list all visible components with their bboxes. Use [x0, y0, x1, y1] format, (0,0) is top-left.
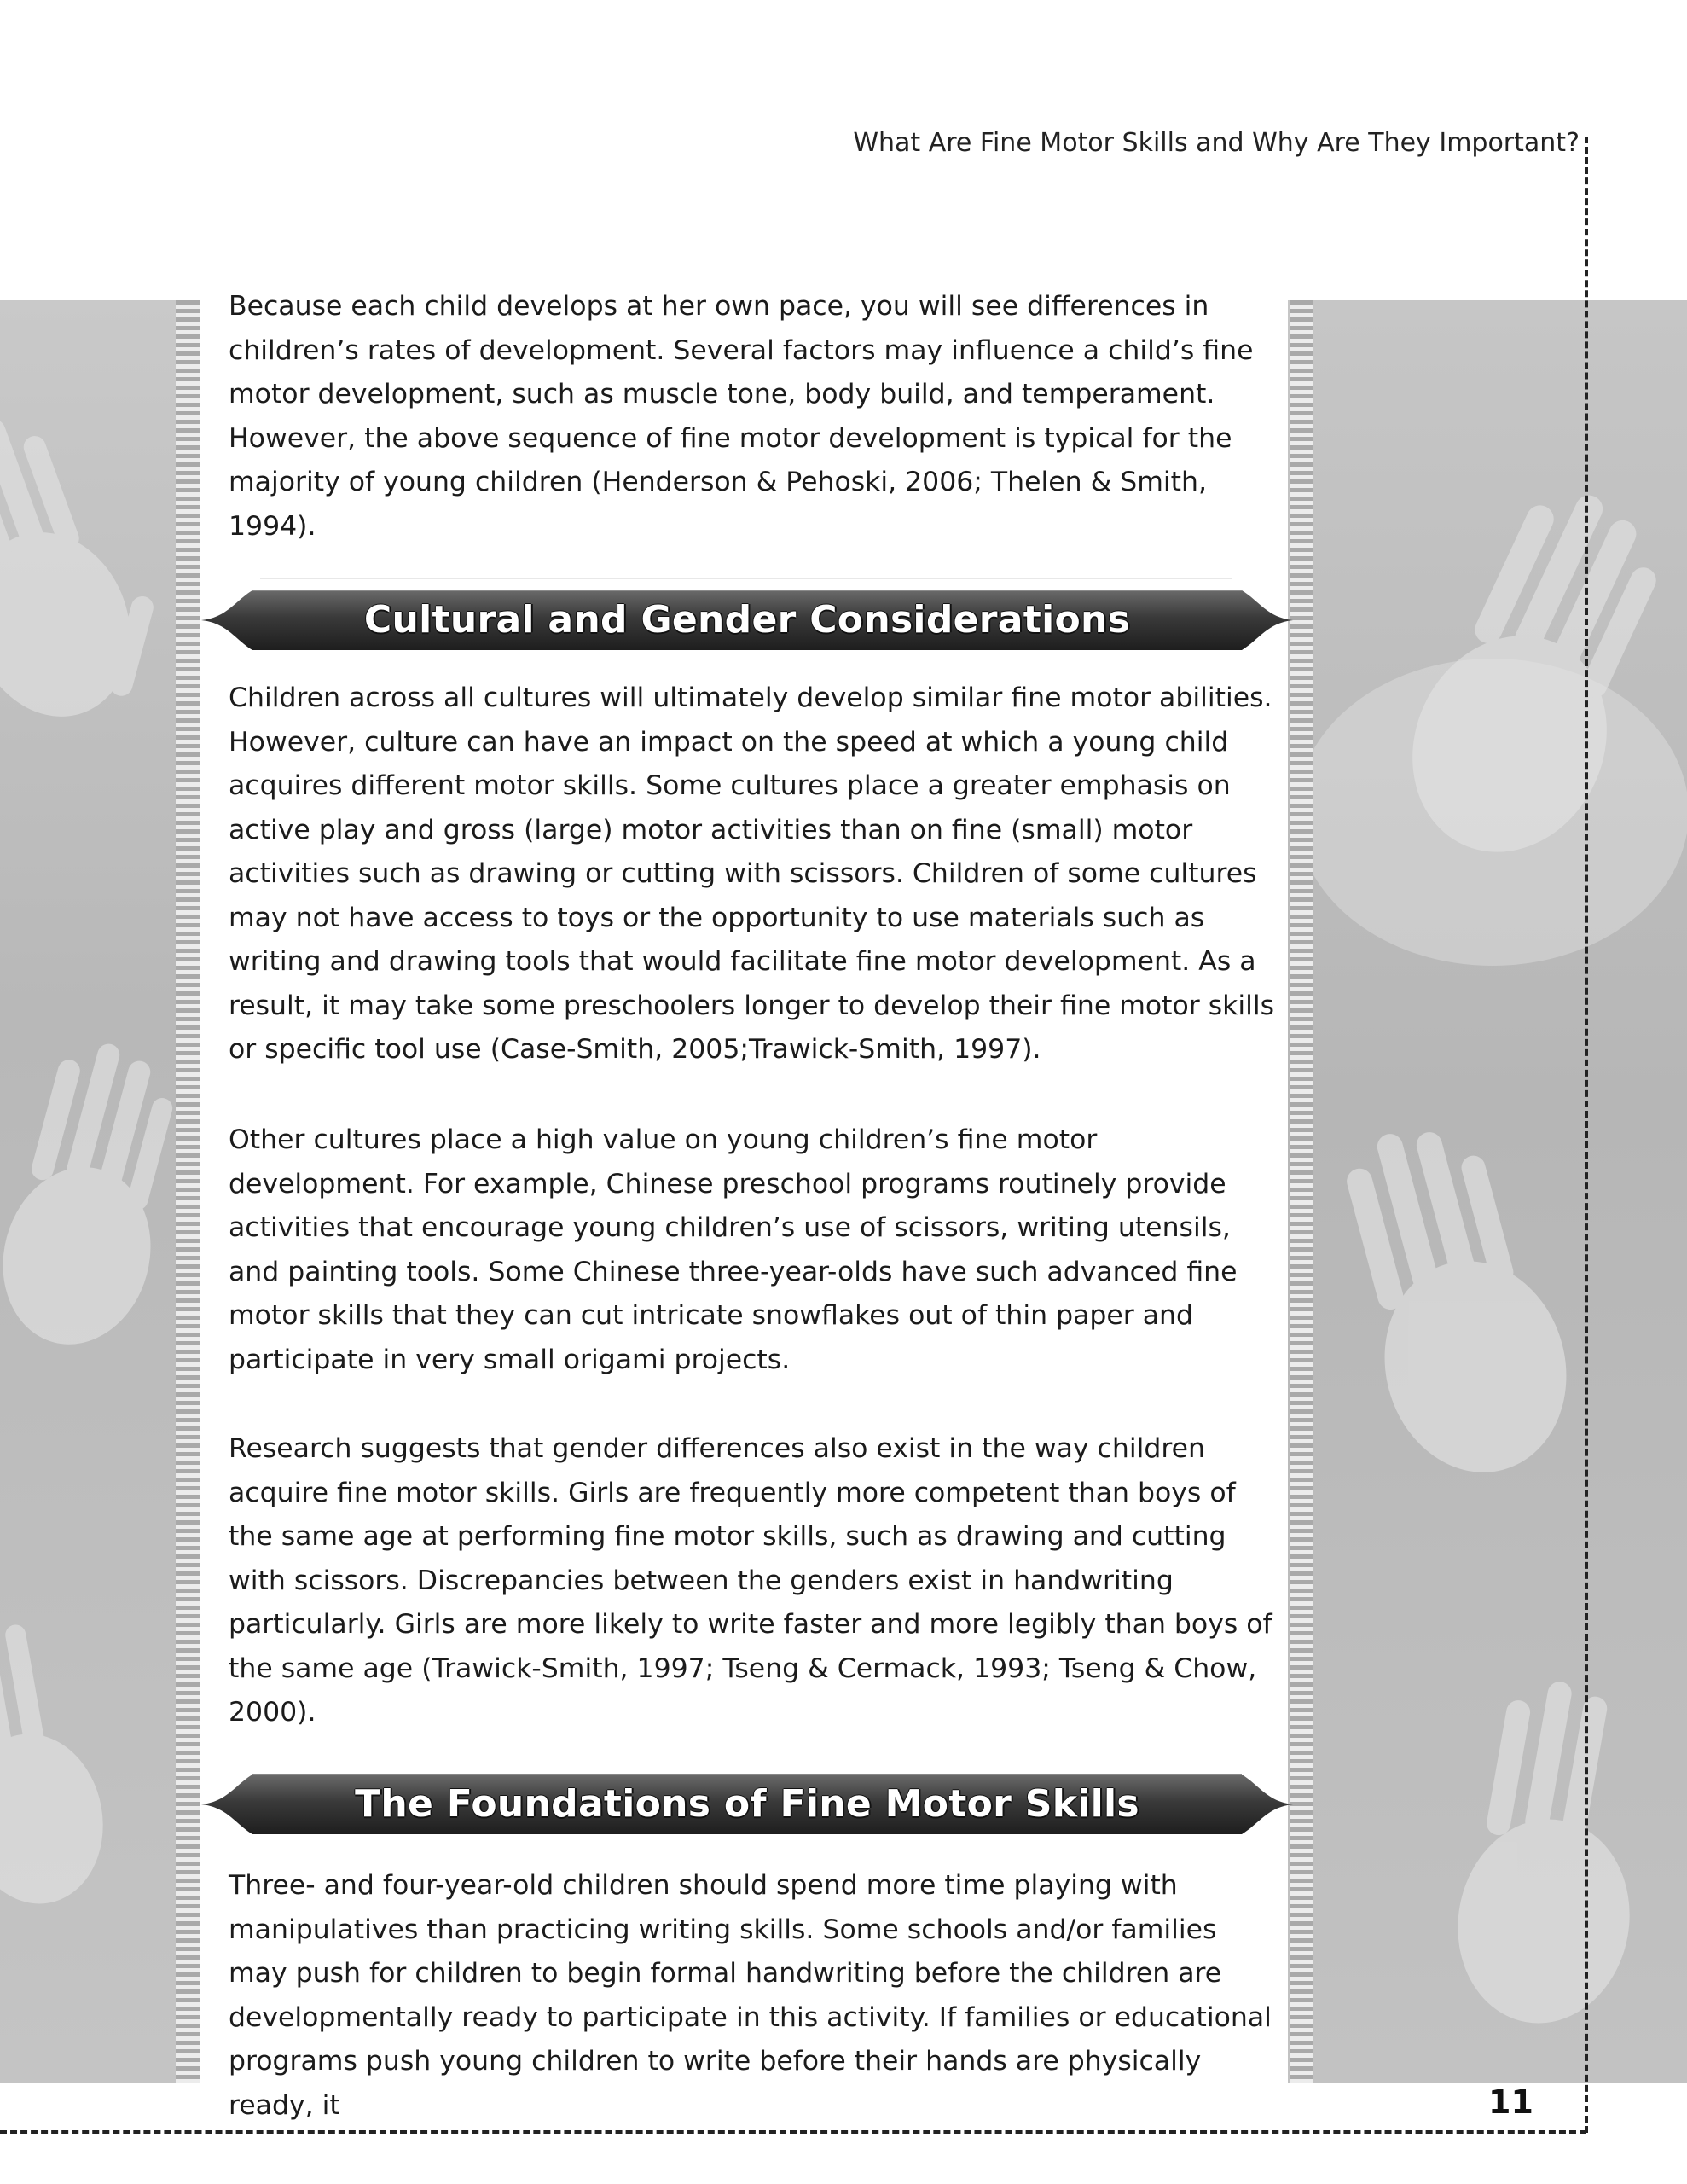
handprint-pattern-left: [0, 300, 179, 2083]
cultural-paragraph-2: Other cultures place a high value on young children’s fine motor development. For example, Chinese preschool programs routinely provide activities that encourage young children’s use of scissors, writing utensils, and painting tools. Some Chinese three-year-olds have such advanced fine motor skills that they can cut intricate snowflakes out of thin paper and participate in very small origami projects.: [229, 1124, 1238, 1375]
section-title-foundations: The Foundations of Fine Motor Skills: [355, 1782, 1139, 1826]
background-band-left: [0, 300, 179, 2083]
running-head: What Are Fine Motor Skills and Why Are They Important?: [853, 128, 1580, 158]
right-striped-border: [1290, 300, 1313, 2083]
section-banner-cultural: [201, 584, 1293, 657]
intro-paragraph: Because each child develops at her own pace, you will see differences in children’s rates of development. Several factors may influence a child’s fine motor development, such as muscle tone, body build, and temperament. However, the above sequence of fine motor development is typical for the majority of young children (Henderson & Pehoski, 2006; Thelen & Smith, 1994).: [229, 291, 1254, 542]
section-divider: [260, 578, 1232, 579]
page-number: 11: [1488, 2083, 1533, 2121]
cultural-paragraph-1: Children across all cultures will ultimately develop similar fine motor abilities. However, culture can have an impact on the speed at which a young child acquires different motor skills. Some cultures place a greater emphasis on active play and gross (large) motor activities than on fine (small) motor activities such as drawing or cutting with scissors. Children of some cultures may not have access to toys or the opportunity to use materials such as writing and drawing tools that would facilitate fine motor development. As a result, it may take some preschoolers longer to develop their fine motor skills or specific tool use (Case-Smith, 2005;Trawick-Smith, 1997).: [229, 682, 1275, 1065]
section-title-cultural: Cultural and Gender Considerations: [363, 598, 1131, 642]
page-border-bottom: [0, 2130, 1586, 2134]
foundations-paragraph: Three- and four-year-old children should spend more time playing with manipulatives than practicing writing skills. Some schools and/or families may push for children to begin formal handwriting before the children are developmentally ready to participate in this activity. If families or educational programs push young children to write before their hands are physically ready, it: [229, 1870, 1272, 2121]
cultural-paragraph-3: Research suggests that gender differences also exist in the way children acquire fine motor skills. Girls are frequently more competent than boys of the same age at performing fine motor skills, such as drawing and cutting with scissors. Discrepancies between the genders exist in handwriting particularly. Girls are more likely to write faster and more legibly than boys of the same age (Trawick-Smith, 1997; Tseng & Cermack, 1993; Tseng & Chow, 2000).: [229, 1433, 1272, 1728]
section-banner-foundations: [201, 1768, 1293, 1841]
background-band-right: [1288, 300, 1687, 2083]
handprint-pattern-right: [1288, 300, 1687, 2083]
left-striped-border: [176, 300, 200, 2083]
page-border-right: [1585, 136, 1588, 2133]
